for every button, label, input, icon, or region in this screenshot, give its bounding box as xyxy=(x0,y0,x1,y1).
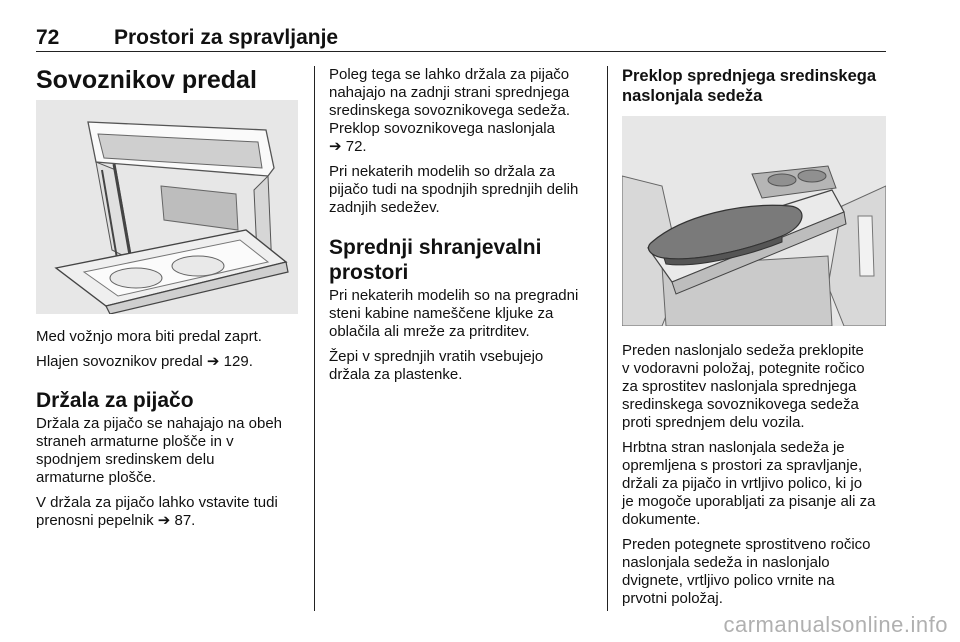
page-number: 72 xyxy=(36,26,60,49)
column-2 xyxy=(329,66,594,384)
section-heading-backrest: Preklop sprednjega sredinskega naslonjala sedeža xyxy=(622,67,877,105)
paragraph-rear-cupholders: Poleg tega se lahko držala za pijačo nahajajo na zadnji strani sprednjega sredinskega sovoznikovega sedeža. Preklop sovoznikovega naslonjala ➔ 72. xyxy=(329,66,570,155)
backrest-drawing xyxy=(622,116,886,326)
section-heading-front-storage: Sprednji shranjevalni prostori xyxy=(329,236,542,284)
paragraph-backrest-storage: Hrbtna stran naslonjala sedeža je opremljena s prostori za spravljanje, držali za pijačo in vrtljivo polico, ki jo je mogoče uporabljati za pisanje ali za dokumente. xyxy=(622,439,876,528)
paragraph-keep-closed: Med vožnjo mora biti predal zaprt. xyxy=(36,328,262,345)
running-title: Prostori za spravljanje xyxy=(114,26,339,49)
column-3 xyxy=(622,66,888,608)
backrest-illustration xyxy=(622,116,886,326)
page-header xyxy=(36,26,886,54)
glovebox-illustration xyxy=(36,100,298,314)
section-heading-cupholders: Držala za pijačo xyxy=(36,389,194,412)
column-divider-2 xyxy=(607,66,608,611)
watermark: carmanualsonline.info xyxy=(723,612,948,637)
header-rule xyxy=(36,51,886,52)
paragraph-ashtray: V držala za pijačo lahko vstavite tudi prenosni pepelnik ➔ 87. xyxy=(36,494,278,529)
paragraph-door-pockets: Žepi v sprednjih vratih vsebujejo držala za plastenke. xyxy=(329,348,544,383)
column-1 xyxy=(36,66,298,530)
paragraph-cupholders-location: Držala za pijačo se nahajajo na obeh straneh armaturne plošče in v spodnjem sredinskem delu armaturne plošče. xyxy=(36,415,282,486)
paragraph-cooled-glovebox: Hlajen sovoznikov predal ➔ 129. xyxy=(36,353,253,370)
paragraph-hooks: Pri nekaterih modelih so na pregradni steni kabine nameščene kljuke za oblačila ali mreže za pritrditev. xyxy=(329,287,579,340)
glovebox-drawing xyxy=(36,100,298,314)
paragraph-return-table: Preden potegnete sprostitveno ročico naslonjala sedeža in naslonjalo dvignete, vrtljivo polico vrnite na prvotni položaj. xyxy=(622,536,871,607)
section-heading-glovebox: Sovoznikov predal xyxy=(36,66,257,94)
column-divider-1 xyxy=(314,66,315,611)
paragraph-rear-seat-cupholders: Pri nekaterih modelih so držala za pijačo tudi na spodnjih sprednjih delih zadnjih sedežev. xyxy=(329,163,579,216)
paragraph-fold-instructions: Preden naslonjalo sedeža preklopite v vodoravni položaj, potegnite ročico za sprostitev naslonjala sprednjega sredinskega sovoznikovega sedeža proti sprednjem delu vozila. xyxy=(622,342,865,431)
